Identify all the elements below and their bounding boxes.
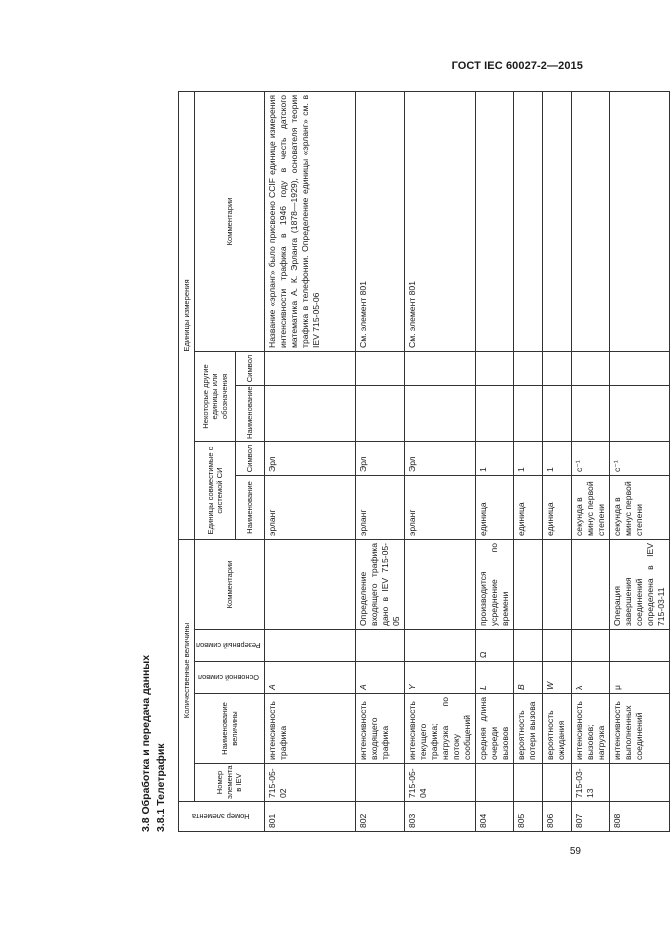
cell-reserve-symbol [610, 630, 670, 662]
header-iev-number: Номер элемента в IEV [195, 764, 265, 802]
cell-item: 804 [476, 802, 514, 832]
subsection-title: 3.8.1 Телетрафик [155, 743, 167, 832]
header-si-unit-name: Наименование [236, 475, 265, 539]
header-si-units: Единицы совместимые с системой СИ [195, 441, 236, 539]
cell-si-unit-symbol: с⁻¹ [610, 441, 670, 475]
cell-other-unit-symbol [572, 351, 610, 385]
cell-item: 805 [514, 802, 543, 832]
cell-iev [476, 764, 514, 802]
cell-comment [543, 539, 572, 629]
cell-symbol: μ [610, 662, 670, 694]
cell-si-unit-name: единица [514, 475, 543, 539]
cell-iev [514, 764, 543, 802]
cell-iev [356, 764, 405, 802]
cell-unit-comment: Название «эрланг» было присвоено CCIF единице измерения интенсивности трафика в 1946 году в честь датского математика А. К. Эрланга (1878—1929), основателя теории трафика в телефонии. Определение единицы «эрланг» см. в IEV 715-05-06 [265, 91, 356, 351]
cell-comment [405, 539, 476, 629]
cell-si-unit-name: единица [543, 475, 572, 539]
cell-other-unit-symbol [356, 351, 405, 385]
cell-symbol: W [543, 662, 572, 694]
header-other-units: Некоторые другие единицы или обозначения [195, 351, 236, 441]
cell-unit-comment: См. элемент 801 [356, 91, 405, 351]
header-item-number: Номер элемента [179, 802, 265, 832]
table-row [514, 91, 543, 831]
cell-unit-comment [610, 91, 670, 351]
cell-unit-comment [476, 91, 514, 351]
table-row [265, 91, 356, 831]
cell-si-unit-symbol: 1 [476, 441, 514, 475]
cell-unit-comment [514, 91, 543, 351]
cell-symbol: A [265, 662, 356, 694]
cell-other-unit-name [572, 385, 610, 441]
header-si-unit-symbol: Символ [236, 441, 265, 475]
table-row [405, 91, 476, 831]
cell-other-unit-symbol [405, 351, 476, 385]
cell-reserve-symbol [514, 630, 543, 662]
cell-iev: 715-05-02 [265, 764, 356, 802]
cell-item: 801 [265, 802, 356, 832]
cell-si-unit-name: эрланг [265, 475, 356, 539]
quantities-table [178, 91, 670, 832]
cell-reserve-symbol [405, 630, 476, 662]
cell-unit-comment: См. элемент 801 [405, 91, 476, 351]
cell-comment [265, 539, 356, 629]
cell-other-unit-name [405, 385, 476, 441]
cell-quantity-name: интенсивность текущего трафика; нагрузка по потоку сообщений [405, 694, 476, 764]
cell-other-unit-symbol [543, 351, 572, 385]
cell-si-unit-name: эрланг [405, 475, 476, 539]
header-quantities-group: Количественные величины [179, 539, 195, 801]
cell-other-unit-symbol [476, 351, 514, 385]
header-units-group: Единицы измерения [179, 91, 195, 539]
cell-unit-comment [543, 91, 572, 351]
cell-iev: 715-05-04 [405, 764, 476, 802]
cell-si-unit-symbol: 1 [543, 441, 572, 475]
header-main-symbol: Основной символ [195, 662, 265, 694]
table-row [356, 91, 405, 831]
cell-symbol: L [476, 662, 514, 694]
cell-iev: 715-03-13 [572, 764, 610, 802]
header-other-unit-name: Наименование [236, 385, 265, 441]
cell-item: 803 [405, 802, 476, 832]
cell-item: 802 [356, 802, 405, 832]
header-quantity-name: Наименование величины [195, 694, 265, 764]
cell-unit-comment [572, 91, 610, 351]
cell-quantity-name: вероятность ожидания [543, 694, 572, 764]
cell-other-unit-name [476, 385, 514, 441]
cell-si-unit-symbol: Эрл [356, 441, 405, 475]
page-number: 59 [569, 846, 581, 857]
cell-quantity-name: средняя длина очереди вызовов [476, 694, 514, 764]
table-row [476, 91, 514, 831]
cell-reserve-symbol [356, 630, 405, 662]
cell-quantity-name: интенсивность трафика [265, 694, 356, 764]
header-quantity-comments: Комментарии [195, 539, 265, 629]
cell-item: 806 [543, 802, 572, 832]
cell-other-unit-name [265, 385, 356, 441]
cell-si-unit-name: секунда в минус первой степени [572, 475, 610, 539]
cell-quantity-name: интенсивность выполненных соединений [610, 694, 670, 764]
cell-symbol: B [514, 662, 543, 694]
cell-other-unit-symbol [610, 351, 670, 385]
cell-iev [543, 764, 572, 802]
cell-symbol: A [356, 662, 405, 694]
cell-other-unit-name [610, 385, 670, 441]
cell-reserve-symbol [265, 630, 356, 662]
cell-reserve-symbol [543, 630, 572, 662]
cell-comment: производится усреднение по времени [476, 539, 514, 629]
cell-reserve-symbol [572, 630, 610, 662]
cell-si-unit-name: единица [476, 475, 514, 539]
cell-si-unit-name: эрланг [356, 475, 405, 539]
cell-quantity-name: интенсивность входящего трафика [356, 694, 405, 764]
cell-reserve-symbol: Ω [476, 630, 514, 662]
cell-comment [572, 539, 610, 629]
section-title: 3.8 Обработка и передача данных [140, 654, 152, 832]
cell-item: 808 [610, 802, 670, 832]
cell-quantity-name: вероятность потери вызова [514, 694, 543, 764]
cell-si-unit-symbol: с⁻¹ [572, 441, 610, 475]
rotated-page-content [140, 92, 667, 832]
cell-si-unit-name: секунда в минус первой степени [610, 475, 670, 539]
cell-other-unit-name [356, 385, 405, 441]
cell-other-unit-name [543, 385, 572, 441]
cell-si-unit-symbol: Эрл [265, 441, 356, 475]
cell-quantity-name: интенсивность вызовов; нагрузка [572, 694, 610, 764]
cell-si-unit-symbol: Эрл [405, 441, 476, 475]
cell-symbol: Y [405, 662, 476, 694]
cell-other-unit-name [514, 385, 543, 441]
header-unit-comments: Комментарии [195, 91, 265, 351]
cell-other-unit-symbol [514, 351, 543, 385]
cell-symbol: λ [572, 662, 610, 694]
document-header: ГОСТ IEC 60027-2—2015 [451, 60, 583, 72]
cell-iev [610, 764, 670, 802]
table-row [543, 91, 572, 831]
cell-other-unit-symbol [265, 351, 356, 385]
cell-comment: Определение входящего трафика дано в IEV 715-05-05 [356, 539, 405, 629]
cell-comment [514, 539, 543, 629]
table-row [610, 91, 670, 831]
header-other-unit-symbol: Символ [236, 351, 265, 385]
table-row [572, 91, 610, 831]
cell-item: 807 [572, 802, 610, 832]
cell-comment: Операция завершения соединений определена в IEV 715-03-11 [610, 539, 670, 629]
header-reserve-symbol: Резервный символ [195, 630, 265, 662]
cell-si-unit-symbol: 1 [514, 441, 543, 475]
